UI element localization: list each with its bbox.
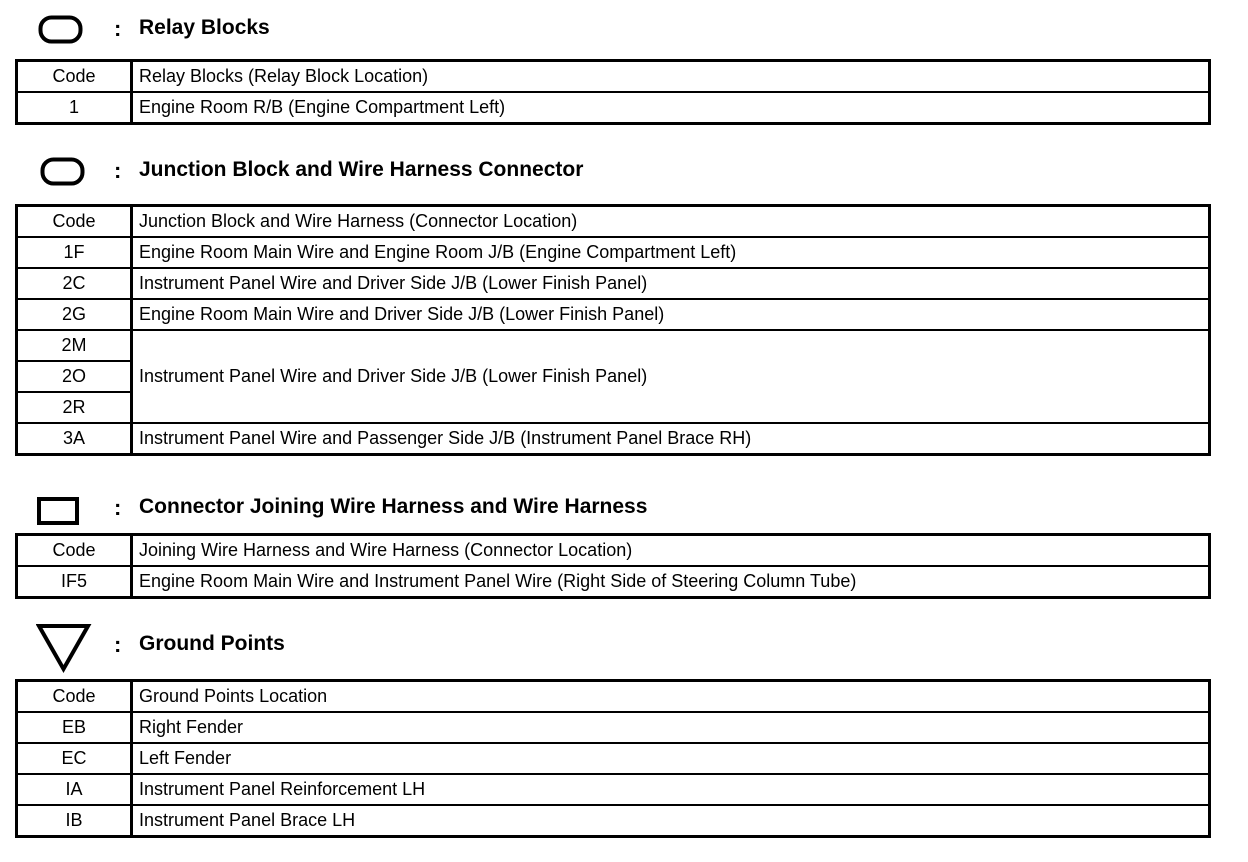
- triangle-down-icon: [36, 622, 92, 674]
- code-cell: 1: [17, 92, 132, 124]
- square-icon: [37, 497, 81, 527]
- description-cell: Instrument Panel Reinforcement LH: [132, 774, 1210, 805]
- code-cell: 1F: [17, 237, 132, 268]
- code-cell: IA: [17, 774, 132, 805]
- description-header: Relay Blocks (Relay Block Location): [132, 61, 1210, 93]
- description-cell: Instrument Panel Brace LH: [132, 805, 1210, 837]
- heading-colon: :: [114, 16, 122, 41]
- description-cell: Engine Room R/B (Engine Compartment Left): [132, 92, 1210, 124]
- rounded-rect-icon: [38, 15, 84, 45]
- code-cell: 2M: [17, 330, 132, 361]
- ground-points-table: [15, 679, 1211, 838]
- description-cell: Engine Room Main Wire and Instrument Panel Wire (Right Side of Steering Column Tube): [132, 566, 1210, 598]
- description-cell: Engine Room Main Wire and Driver Side J/B (Lower Finish Panel): [132, 299, 1210, 330]
- rounded-rect-icon: [40, 157, 86, 187]
- table-row: [17, 237, 1210, 268]
- table-row: [17, 774, 1210, 805]
- description-header: Joining Wire Harness and Wire Harness (Connector Location): [132, 535, 1210, 567]
- table-row: [17, 743, 1210, 774]
- code-cell: EC: [17, 743, 132, 774]
- code-header: Code: [17, 681, 132, 713]
- description-cell: Right Fender: [132, 712, 1210, 743]
- code-cell: IF5: [17, 566, 132, 598]
- table-row: [17, 299, 1210, 330]
- section-title: Ground Points: [139, 632, 285, 655]
- table-header-row: [17, 206, 1210, 238]
- description-header: Ground Points Location: [132, 681, 1210, 713]
- code-header: Code: [17, 206, 132, 238]
- heading-colon: :: [114, 158, 122, 183]
- code-cell: EB: [17, 712, 132, 743]
- section-heading-junction-block: [0, 150, 1248, 190]
- table-row: [17, 423, 1210, 455]
- table-row: [17, 92, 1210, 124]
- table-row: [17, 566, 1210, 598]
- heading-colon: :: [114, 495, 122, 520]
- relay-blocks-table: [15, 59, 1211, 125]
- section-heading-connector-joining: [0, 487, 1248, 527]
- table-header-row: [17, 61, 1210, 93]
- table-header-row: [17, 535, 1210, 567]
- section-heading-relay-blocks: [0, 8, 1248, 48]
- description-header: Junction Block and Wire Harness (Connector Location): [132, 206, 1210, 238]
- description-cell: Instrument Panel Wire and Driver Side J/B (Lower Finish Panel): [132, 268, 1210, 299]
- section-title: Connector Joining Wire Harness and Wire Harness: [139, 495, 648, 518]
- code-cell: 2C: [17, 268, 132, 299]
- section-heading-ground-points: [0, 622, 1248, 662]
- table-row: [17, 268, 1210, 299]
- code-header: Code: [17, 535, 132, 567]
- description-cell-merged: Instrument Panel Wire and Driver Side J/B (Lower Finish Panel): [132, 330, 1210, 423]
- table-row: [17, 712, 1210, 743]
- code-cell: 3A: [17, 423, 132, 455]
- description-cell: Left Fender: [132, 743, 1210, 774]
- table-row: [17, 330, 1210, 361]
- code-header: Code: [17, 61, 132, 93]
- heading-colon: :: [114, 632, 122, 657]
- section-title: Junction Block and Wire Harness Connector: [139, 158, 584, 181]
- connector-joining-table: [15, 533, 1211, 599]
- code-cell: 2O: [17, 361, 132, 392]
- description-cell: Engine Room Main Wire and Engine Room J/B (Engine Compartment Left): [132, 237, 1210, 268]
- code-cell: 2G: [17, 299, 132, 330]
- junction-block-table: [15, 204, 1211, 456]
- code-cell: IB: [17, 805, 132, 837]
- code-cell: 2R: [17, 392, 132, 423]
- description-cell: Instrument Panel Wire and Passenger Side J/B (Instrument Panel Brace RH): [132, 423, 1210, 455]
- table-header-row: [17, 681, 1210, 713]
- table-row: [17, 805, 1210, 837]
- section-title: Relay Blocks: [139, 16, 270, 39]
